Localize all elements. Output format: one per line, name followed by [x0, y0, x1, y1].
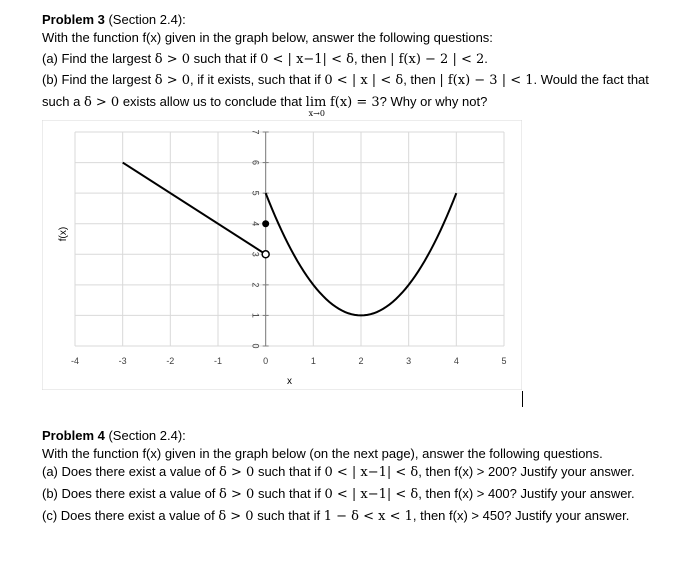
problem4-title: Problem 4 (Section 2.4):: [42, 428, 186, 443]
x-tick-label: 2: [358, 356, 364, 366]
problem3-part-a: (a) Find the largest δ > 0 such that if 0 < | x−1| < δ, then | f(x) − 2 | < 2.: [42, 51, 488, 67]
open-point-marker: [262, 251, 269, 258]
y-tick-label: 1: [250, 312, 261, 318]
problem4-part-c: (c) Does there exist a value of δ > 0 such that if 1 − δ < x < 1, then f(x) > 450? Justify your answer.: [42, 508, 630, 524]
x-tick-label: -1: [213, 356, 223, 366]
x-tick-label: 3: [406, 356, 412, 366]
x-tick-label: -2: [166, 356, 175, 366]
y-tick-label: 5: [250, 190, 261, 196]
text-cursor: [522, 391, 523, 407]
chart-border: [42, 120, 522, 390]
problem4-part-a: (a) Does there exist a value of δ > 0 such that if 0 < | x−1| < δ, then f(x) > 200? Justify your answer.: [42, 464, 635, 480]
x-tick-label: 0: [263, 356, 269, 366]
problem4-intro: With the function f(x) given in the graph below (on the next page), answer the following questions.: [42, 446, 603, 461]
y-tick-label: 0: [250, 343, 261, 349]
y-axis-label: f(x): [58, 226, 69, 242]
y-tick-label: 3: [250, 251, 261, 257]
x-tick-label: 1: [310, 356, 316, 366]
x-tick-label: -4: [70, 356, 80, 366]
y-tick-label: 6: [250, 160, 261, 166]
limit-notation: lim x→0: [305, 95, 327, 118]
x-axis-label: x: [287, 376, 292, 387]
problem3-part-b: (b) Find the largest δ > 0, if it exists, such that if 0 < | x | < δ, then | f(x) − 3 | < 1. Would the fact that: [42, 72, 649, 88]
x-tick-label: 4: [453, 356, 459, 366]
problem3-intro: With the function f(x) given in the graph below, answer the following questions:: [42, 30, 493, 45]
problem3-title: Problem 3 (Section 2.4):: [42, 12, 186, 27]
y-tick-label: 7: [250, 129, 261, 135]
problem4-part-b: (b) Does there exist a value of δ > 0 such that if 0 < | x−1| < δ, then f(x) > 400? Justify your answer.: [42, 486, 635, 502]
x-tick-label: -3: [118, 356, 127, 366]
x-tick-label: 5: [501, 356, 507, 366]
function-graph: [42, 120, 522, 390]
y-tick-label: 4: [250, 221, 261, 227]
problem3-part-b-continued: such a δ > 0 exists allow us to conclude that lim x→0 f(x) = 3? Why or why not?: [42, 94, 488, 118]
closed-point-marker: [262, 220, 269, 227]
y-tick-label: 2: [250, 282, 261, 288]
